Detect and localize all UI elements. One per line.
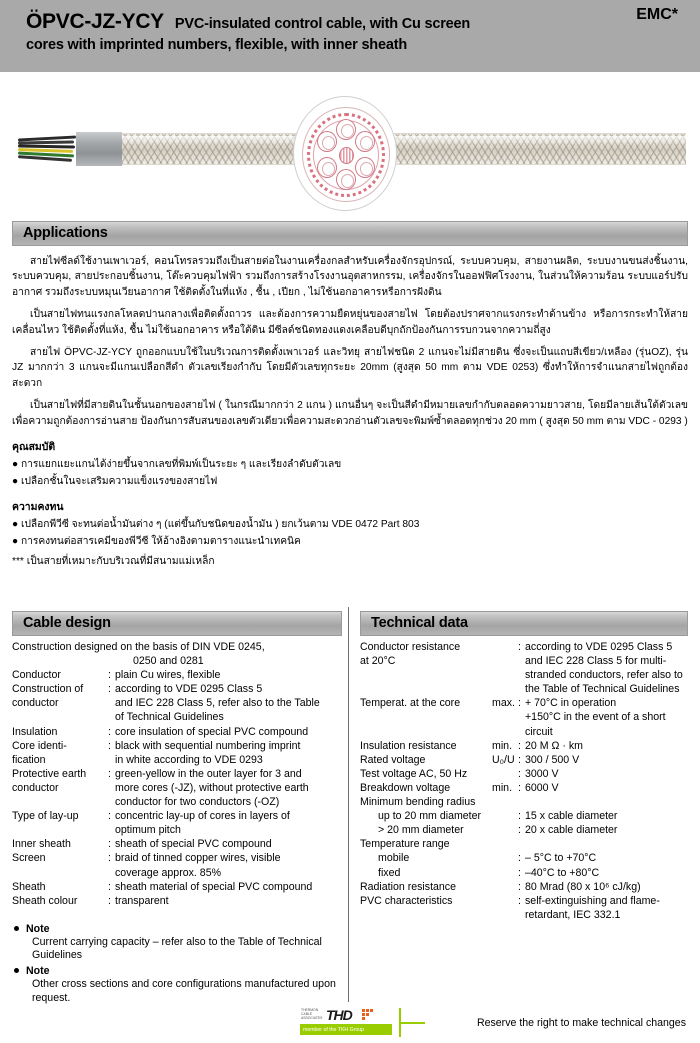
cross-section-core (317, 157, 337, 178)
cable-design-section (12, 611, 342, 1006)
spec-label: > 20 mm diameter (378, 824, 464, 837)
spec-label: Sheath colour (12, 894, 78, 907)
spec-row (360, 867, 688, 881)
spec-row (360, 852, 688, 866)
spec-label (12, 655, 108, 669)
spec-qualifier (492, 909, 518, 923)
applications-heading: Applications (12, 221, 688, 246)
exposed-cores (18, 135, 78, 163)
properties-heading: คุณสมบัติ (12, 442, 56, 454)
spec-value: and IEC 228 Class 5 for multi- (525, 655, 667, 668)
spec-row (12, 683, 342, 697)
spec-colon: : (108, 894, 111, 907)
property-text: การแยกแยะแกนได้ง่ายขึ้นจากเลขที่พิมพ์เป็นระยะ ๆ และเรียงลำดับตัวเลข (20, 459, 342, 471)
spec-qualifier (492, 810, 518, 824)
spec-value: according to VDE 0295 Class 5 (525, 641, 673, 653)
spec-label: Rated voltage (360, 753, 426, 766)
spec-value: retardant, IEC 332.1 (525, 908, 621, 921)
spec-value: 20 x cable diameter (525, 824, 618, 837)
spec-colon: : (108, 669, 111, 682)
spec-label: Conductor resistance (360, 641, 461, 653)
spec-colon: : (108, 852, 111, 865)
spec-colon: : (108, 739, 111, 752)
logo-lower-band (300, 1024, 392, 1035)
spec-value: 0250 and 0281 (133, 655, 204, 668)
spec-colon (108, 796, 115, 810)
spec-label (12, 824, 108, 838)
spec-label: Breakdown voltage (360, 781, 451, 794)
applications-paragraph-1: สายไฟซีลด์ใช้งานเพาเวอร์, คอนโทรลรวมถึงเป็นสายต่อในงานเครื่องกลสำหรับเครื่องจักรอุปกรณ์, ระบบควบคุม, สายงานผลิต, ระบบงานขนส่งชิ้นงาน, ระบบควบคุม, สายประกอบชิ้นงาน, โต๊ะควบคุมไฟฟ้า รวมถึงการสร้างโรงงานอุตสาหกรรม, เครื่องจักรในออฟฟิศโรงงาน, ในส่วนให้ความร้อน ระบบแอร์ปรับอากาศ รวมถึงระบบหมุนเวียนอากาศ ใช้ติดตั้งในที่แห้ง , ชื้น , เปียก , ไม่ใช้นอกอาคารหรือการฝังดิน (12, 256, 688, 298)
spec-label: Type of lay-up (12, 810, 79, 823)
spec-colon: : (518, 697, 521, 710)
spec-colon (108, 824, 115, 838)
durability-item: ● การคงทนต่อสารเคมีของพีวีซี ให้อ้างอิงตามตารางแนะนำเทคนิค (12, 536, 301, 548)
note-body: Other cross sections and core configurations manufactured upon request. (32, 977, 336, 1004)
spec-value: core insulation of special PVC compound (115, 725, 309, 738)
spec-colon: : (108, 880, 111, 893)
spec-label: mobile (378, 852, 410, 865)
spec-qualifier: min. (492, 781, 513, 794)
spec-label (12, 867, 108, 881)
spec-row (12, 754, 342, 768)
spec-colon: : (518, 824, 521, 837)
applications-section (12, 221, 688, 569)
spec-row (360, 768, 688, 782)
spec-value: self-extinguishing and flame- (525, 894, 660, 907)
spec-row (12, 697, 342, 711)
spec-row (360, 669, 688, 683)
spec-value: braid of tinned copper wires, visible (115, 852, 281, 865)
durability-item: ● เปลือกพีวีซี จะทนต่อน้ำมันต่าง ๆ (แต่ขึ้นกับชนิดของน้ำมัน ) ยกเว้นตาม VDE 0472 Part 803 (12, 519, 420, 531)
spec-label: Inner sheath (12, 838, 71, 851)
spec-qualifier (492, 669, 518, 683)
cross-section-core (336, 169, 356, 190)
spec-colon (518, 909, 525, 923)
page-footer (0, 1004, 700, 1043)
footer-disclaimer: Reserve the right to make technical changes (476, 1017, 686, 1029)
note-title: Note (26, 922, 50, 935)
spec-qualifier (492, 867, 518, 881)
spec-label: Insulation resistance (360, 739, 457, 752)
spec-value: transparent (115, 894, 169, 907)
spec-value: + 70°C in operation (525, 697, 617, 710)
thd-logo (300, 1008, 392, 1038)
spec-value: 300 / 500 V (525, 753, 580, 766)
spec-value (525, 838, 688, 852)
spec-colon: : (518, 866, 521, 879)
spec-value: – 5°C to +70°C (525, 852, 597, 865)
spec-qualifier: max. (492, 697, 515, 710)
cable-product-image (0, 72, 700, 218)
spec-row (360, 641, 688, 655)
spec-colon: : (518, 810, 521, 823)
spec-qualifier (492, 838, 518, 852)
spec-colon (518, 655, 525, 669)
cable-braided-screen (122, 133, 686, 165)
property-item: ● การแยกแยะแกนได้ง่ายขึ้นจากเลขที่พิมพ์เป็นระยะ ๆ และเรียงลำดับตัวเลข (12, 459, 342, 471)
spec-colon: : (518, 781, 521, 794)
spec-row (360, 711, 688, 725)
spec-colon (108, 782, 115, 796)
spec-colon (518, 669, 525, 683)
durability-text: การคงทนต่อสารเคมีของพีวีซี ให้อ้างอิงตามตารางแนะนำเทคนิค (20, 536, 301, 548)
spec-label (360, 909, 492, 923)
spec-value: 20 M Ω · km (525, 739, 583, 752)
spec-label: conductor (12, 697, 59, 710)
spec-value: 80 Mrad (80 x 10⁶ cJ/kg) (525, 880, 641, 893)
spec-row (360, 824, 688, 838)
logo-tagline: member of the TKH Group (303, 1026, 365, 1033)
spec-label: Insulation (12, 725, 58, 738)
spec-value: and IEC 228 Class 5, refer also to the Table (115, 697, 320, 710)
cross-section-center-filler (339, 147, 354, 164)
emc-badge: EMC* (636, 6, 678, 23)
page-header-band (0, 0, 700, 72)
column-divider (348, 607, 349, 1002)
spec-qualifier (492, 768, 518, 782)
spec-value: 3000 V (525, 767, 559, 780)
spec-value: +150°C in the event of a short (525, 711, 666, 724)
spec-colon (108, 655, 115, 669)
spec-colon: : (108, 767, 111, 780)
durability-heading: ความคงทน (12, 502, 64, 514)
spec-value (525, 796, 688, 810)
technical-data-table-body (360, 641, 688, 923)
spec-colon: : (518, 894, 521, 907)
cross-section-core (355, 157, 375, 178)
logo-microtext: THERMON CABLE ASSOCIATES (301, 1008, 323, 1020)
spec-colon: : (108, 838, 111, 851)
spec-qualifier (492, 852, 518, 866)
note-bullet-icon (14, 926, 19, 931)
spec-colon (518, 726, 525, 740)
spec-row (360, 796, 688, 810)
cable-design-table-body (12, 641, 342, 909)
product-description-line1: PVC-insulated control cable, with Cu screen (174, 16, 471, 32)
spec-colon: : (518, 739, 521, 752)
spec-qualifier: min. (492, 739, 513, 752)
spec-qualifier (492, 683, 518, 697)
spec-qualifier (492, 824, 518, 838)
spec-row (360, 782, 688, 796)
spec-label (360, 711, 492, 725)
cable-design-notes (12, 922, 342, 1005)
note-title: Note (26, 964, 50, 977)
spec-value: circuit (525, 725, 553, 738)
cross-section-core (317, 131, 337, 152)
spec-label: up to 20 mm diameter (378, 810, 482, 823)
spec-value: conductor for two conductors (-OZ) (115, 796, 280, 809)
property-text: เปลือกชั้นในจะเสริมความแข็งแรงของสายไฟ (20, 476, 218, 488)
spec-label: Temperature range (360, 838, 450, 851)
applications-paragraph-2: เป็นสายไฟทนแรงกลโหลดปานกลางเพื่อติดตั้งถาวร และต้องการความยืดหยุ่นของสายไฟ โดยต้องปราศจากแรงกระทำด้านข้าง หรือการกระทำให้สายเคลื่อนไหว ใช้ติดตั้งที่แห้ง, ชื้น ไม่ใช้นอกอาคาร หรือใต้ดิน มีซีลด์ชนิดทองแดงเคลือบดีบุกถักป้องกันการรบกวนจากความถี่สูง (12, 309, 688, 336)
spec-row (12, 655, 342, 669)
spec-colon (518, 838, 525, 852)
cable-grey-jacket (76, 132, 122, 166)
spec-value: according to VDE 0295 Class 5 (115, 683, 263, 696)
spec-row (12, 796, 342, 810)
spec-row (360, 895, 688, 909)
logo-dot-cluster (362, 1009, 378, 1020)
spec-value: black with sequential numbering imprint (115, 739, 301, 752)
applications-footnote: *** เป็นสายที่เหมาะกับบริเวณที่มีสนามแม่เหล็ก (12, 556, 215, 568)
spec-label (360, 669, 492, 683)
spec-colon: : (108, 810, 111, 823)
spec-label (12, 711, 108, 725)
spec-row (360, 655, 688, 669)
spec-value: sheath of special PVC compound (115, 838, 272, 851)
spec-value: coverage approx. 85% (115, 866, 222, 879)
spec-row (12, 641, 342, 655)
applications-paragraph-4: เป็นสายไฟที่มีสายดินในชั้นนอกของสายไฟ ( ในกรณีมากกว่า 2 แกน ) แกนอื่นๆ จะเป็นสีดำมีหมายเลขกำกับตลอดความยาวสาย, โดยมีลายเส้นใต้ตัวเลขเพื่อความถูกต้องการอ่านสาย ป้องกันการสับสนของเลขตัวเดียวเพื่อความสะดวกอ่านตัวเลขจะพิมพ์ซ้ำตลอดทุกช่วง 20 mm ( สูงสุด 50 mm ตาม VDC - 0293 ) (12, 400, 688, 427)
note-body: Current carrying capacity – refer also to the Table of Technical Guidelines (32, 935, 322, 962)
spec-row (360, 810, 688, 824)
spec-colon (108, 754, 115, 768)
logo-accent-line (401, 1022, 425, 1024)
spec-row (360, 726, 688, 740)
spec-label: Core identi- (12, 739, 67, 752)
cable-cross-section-diagram (293, 96, 397, 211)
spec-row (360, 740, 688, 754)
spec-row (12, 768, 342, 782)
spec-label (360, 726, 492, 740)
spec-label: Construction of (12, 683, 84, 696)
spec-qualifier (492, 881, 518, 895)
spec-label: fixed (378, 866, 401, 879)
spec-row (12, 810, 342, 824)
spec-row (12, 852, 342, 866)
spec-colon (108, 711, 115, 725)
spec-row (360, 881, 688, 895)
spec-value: in white according to VDE 0293 (115, 753, 263, 766)
spec-label: Sheath (12, 880, 46, 893)
spec-colon: : (518, 852, 521, 865)
spec-qualifier (492, 796, 518, 810)
spec-row (12, 895, 342, 909)
spec-label: Radiation resistance (360, 880, 456, 893)
spec-qualifier (492, 655, 518, 669)
spec-row (360, 909, 688, 923)
note-item (12, 922, 342, 963)
cable-design-heading: Cable design (12, 611, 342, 636)
cable-design-table (12, 641, 342, 909)
spec-qualifier (492, 895, 518, 909)
spec-label: fication (12, 753, 46, 766)
spec-colon (518, 711, 525, 725)
spec-row (360, 697, 688, 711)
header-title-row (26, 10, 690, 34)
spec-label: Minimum bending radius (360, 796, 476, 809)
spec-label: PVC characteristics (360, 894, 453, 907)
durability-text: เปลือกพีวีซี จะทนต่อน้ำมันต่าง ๆ (แต่ขึ้นกับชนิดของน้ำมัน ) ยกเว้นตาม VDE 0472 Part 803 (20, 519, 420, 531)
spec-colon (108, 867, 115, 881)
spec-row (12, 838, 342, 852)
spec-value: of Technical Guidelines (115, 711, 224, 724)
spec-row (360, 683, 688, 697)
note-bullet-icon (14, 968, 19, 973)
spec-value: the Table of Technical Guidelines (525, 683, 680, 696)
spec-value: 6000 V (525, 781, 559, 794)
spec-colon: : (518, 753, 521, 766)
spec-row (12, 711, 342, 725)
spec-row (360, 838, 688, 852)
spec-row (360, 754, 688, 768)
cross-section-core (355, 131, 375, 152)
spec-value: concentric lay-up of cores in layers of (115, 810, 290, 823)
note-item (12, 964, 342, 1005)
technical-data-heading: Technical data (360, 611, 688, 636)
spec-colon: : (108, 683, 111, 696)
spec-colon: : (518, 767, 521, 780)
spec-row (12, 669, 342, 683)
cross-section-core (336, 119, 356, 140)
spec-value: green-yellow in the outer layer for 3 and (115, 767, 302, 780)
spec-colon: : (518, 641, 521, 653)
spec-value: –40°C to +80°C (525, 866, 600, 879)
spec-label (12, 796, 108, 810)
spec-row (12, 881, 342, 895)
spec-label: Test voltage AC, 50 Hz (360, 767, 468, 780)
spec-label: Temperat. at the core (360, 697, 461, 710)
spec-row (12, 782, 342, 796)
spec-value: more cores (-JZ), without protective earth (115, 781, 309, 794)
header-text-block (26, 10, 690, 53)
spec-full-line: Construction designed on the basis of DIN VDE 0245, (12, 641, 265, 653)
spec-value: plain Cu wires, flexible (115, 669, 221, 682)
spec-row (12, 740, 342, 754)
spec-value: sheath material of special PVC compound (115, 880, 313, 893)
spec-colon: : (108, 725, 111, 738)
spec-label (360, 683, 492, 697)
spec-colon (518, 683, 525, 697)
spec-value: optimum pitch (115, 824, 181, 837)
spec-label: Screen (12, 852, 46, 865)
spec-value: 15 x cable diameter (525, 810, 618, 823)
spec-label: Conductor (12, 669, 61, 682)
product-description-line2: cores with imprinted numbers, flexible, with inner sheath (26, 37, 407, 53)
applications-paragraph-3: สายไฟ ÖPVC-JZ-YCY ถูกออกแบบใช้ในบริเวณการติดตั้งเพาเวอร์ และวิทยุ สายไฟชนิด 2 แกนจะไม่มีสายดิน ซึ่งจะเป็นแถบสีเขียว/เหลือง (รุ่นOZ), รุ่น JZ มากกว่า 3 แกนจะมีแกนเปลือกสีดำ ตัวเลขเรียงกำกับ โดยมีตัวเลขทุกระยะ 20mm (สูงสุด 50 mm ตาม VDE 0253) ซึ่งทำให้การจำแนกสายไฟถูกต้อง สะดวก (12, 347, 688, 389)
braid-highlight (122, 136, 686, 145)
spec-label: conductor (12, 781, 59, 794)
product-code: ÖPVC-JZ-YCY (26, 10, 164, 33)
spec-qualifier (492, 711, 518, 725)
logo-wordmark: THD (326, 1007, 352, 1023)
spec-colon (518, 796, 525, 810)
spec-label: at 20°C (360, 655, 396, 668)
technical-data-section (360, 611, 688, 923)
spec-qualifier (492, 726, 518, 740)
spec-row (12, 867, 342, 881)
spec-value: stranded conductors, refer also to (525, 669, 683, 682)
spec-label: Protective earth (12, 767, 87, 780)
spec-colon: : (518, 880, 521, 893)
spec-qualifier (492, 641, 518, 655)
logo-upper (300, 1008, 392, 1023)
spec-qualifier: U₀/U (492, 753, 515, 766)
spec-colon (108, 697, 115, 711)
property-item: ● เปลือกชั้นในจะเสริมความแข็งแรงของสายไฟ (12, 476, 218, 488)
spec-row (12, 726, 342, 740)
technical-data-table (360, 641, 688, 923)
spec-row (12, 824, 342, 838)
